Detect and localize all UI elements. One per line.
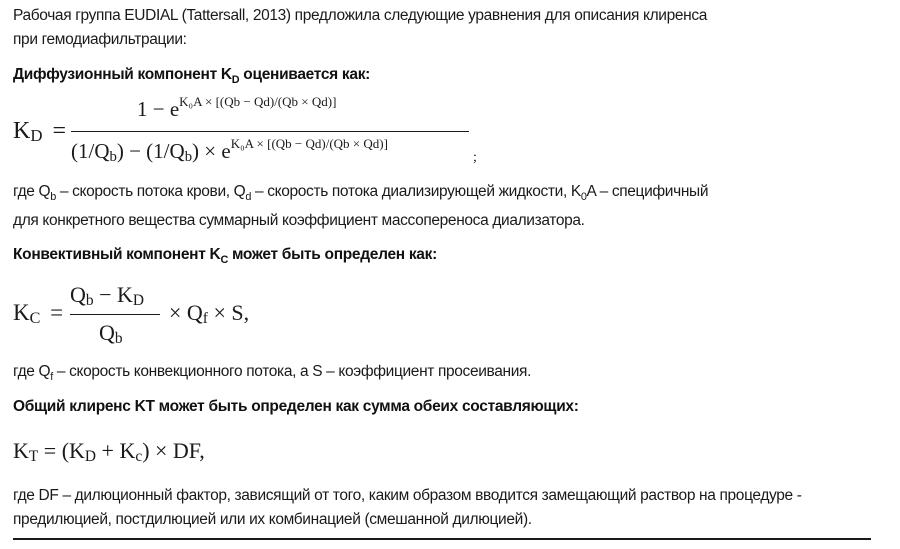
convection-formula-denominator: $Q_b$ (99, 320, 123, 347)
convection-fraction-bar (70, 314, 160, 315)
convection-formula-lhs: $K_C$ = (13, 300, 64, 327)
diffusion-formula-lhs: $K_D$ = (13, 118, 67, 145)
total-note-line-2: предилюцией, постдилюцией или их комбинацией (смешанной дилюцией). (13, 511, 532, 528)
total-heading: Общий клиренс KT может быть определен как сумма обеих составляющих: (13, 398, 579, 415)
diffusion-heading (13, 66, 370, 86)
diffusion-note-line-2: для конкретного вещества суммарный коэффициент массопереноса диализатора. (13, 212, 585, 230)
convection-note: где $Q_f$ – скорость конвекционного потока, а S – коэффициент просеивания. (13, 363, 532, 384)
document-page (13, 0, 873, 549)
diffusion-note (13, 180, 708, 233)
total-note (13, 484, 802, 532)
diffusion-formula-trailing: ; (473, 150, 477, 165)
diffusion-formula-numerator: $1 - e^{K_0A \times [(Qb - Qd)/(Qb \times Qd)]}$ (137, 94, 337, 121)
diffusion-fraction-bar (71, 131, 469, 132)
diffusion-note-line-1: где $Q_b$ – скорость потока крови, $Q_d$ – скорость потока диализирующей жидкости, $K_0A$ – специфичный (13, 183, 709, 204)
convection-heading: Конвективный компонент $K_C$ может быть определен как: (13, 246, 437, 267)
total-formula: $K_T = (K_D + K_c)$ × DF, (13, 438, 205, 465)
convection-formula-numerator: $Q_b - K_D$ (70, 282, 145, 309)
intro-line-1: Рабочая группа EUDIAL (Tattersall, 2013) предложила следующие уравнения для описания клиренса (13, 7, 708, 24)
intro-paragraph (13, 4, 707, 52)
intro-line-2: при гемодиафильтрации: (13, 31, 187, 48)
diffusion-heading-tail: оценивается как: (239, 66, 371, 83)
diffusion-formula-denominator: $(1/Q_b) - (1/Q_b) \times e^{K_0A \times [(Qb - Qd)/(Qb \times Qd)]}$ (71, 136, 388, 165)
diffusion-heading-sub: D (231, 74, 240, 87)
total-note-line-1: где DF – дилюционный фактор, зависящий от того, каким образом вводится замещающий раствор на процедуре - (13, 487, 802, 504)
diffusion-heading-text: Диффузионный компонент K (13, 66, 232, 83)
bottom-divider (13, 538, 871, 540)
convection-formula-tail: × $Q_f \times S$, (169, 300, 250, 327)
